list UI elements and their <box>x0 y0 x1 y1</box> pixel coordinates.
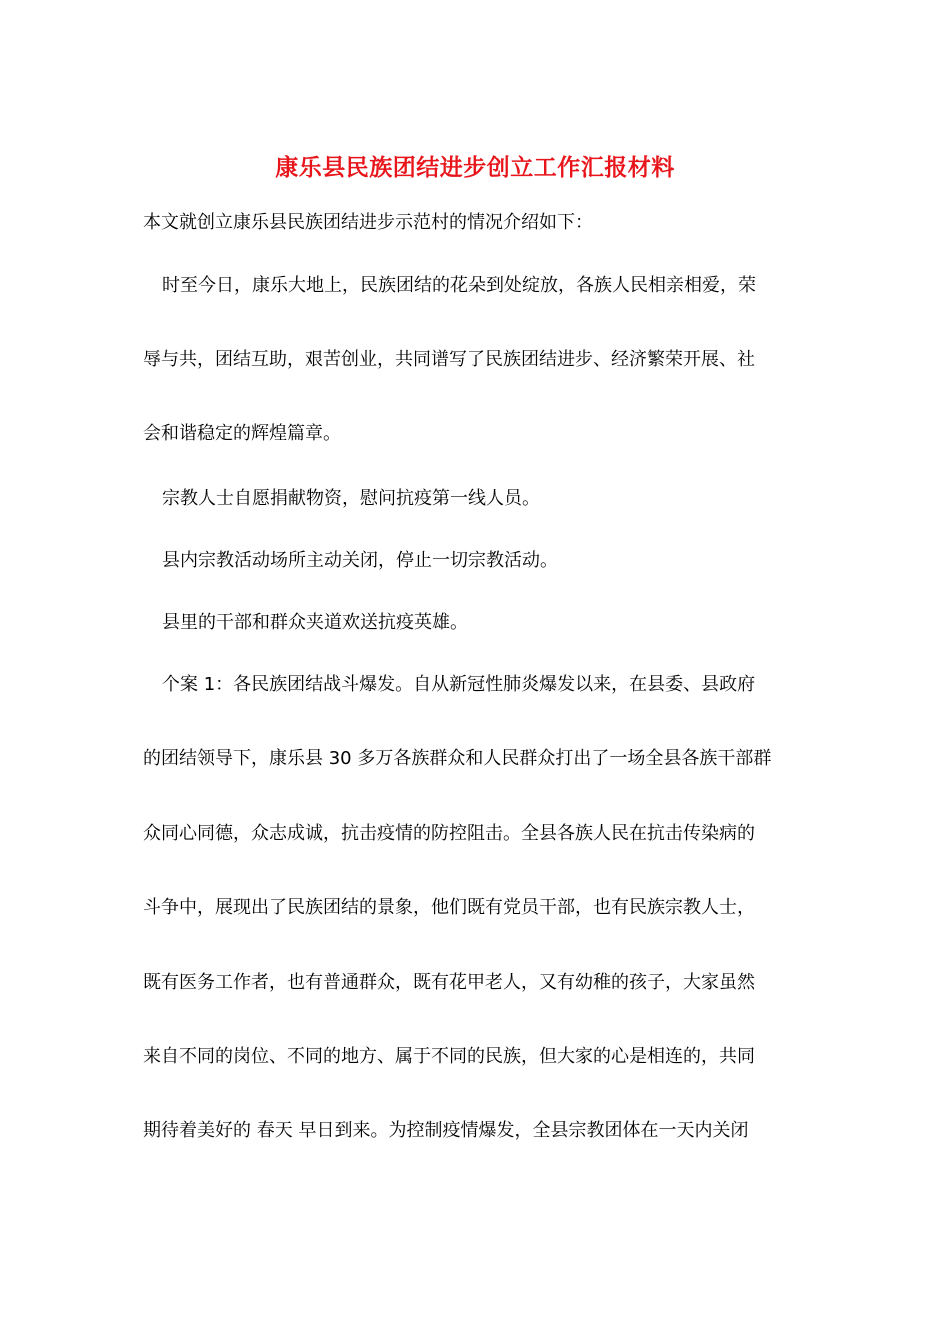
paragraph-line-4: 会和谐稳定的辉煌篇章。 <box>143 423 341 444</box>
paragraph-line-3: 辱与共，团结互助，艰苦创业，共同谱写了民族团结进步、经济繁荣开展、社 <box>143 349 755 370</box>
paragraph-line-7: 县里的干部和群众夹道欢送抗疫英雄。 <box>162 612 468 633</box>
paragraph-line-1: 本文就创立康乐县民族团结进步示范村的情况介绍如下： <box>143 212 593 233</box>
paragraph-line-5: 宗教人士自愿捐献物资，慰问抗疫第一线人员。 <box>162 488 540 509</box>
paragraph-line-8: 个案 1：各民族团结战斗爆发。自从新冠性肺炎爆发以来，在县委、县政府 <box>162 674 756 695</box>
paragraph-line-14: 期待着美好的 春天 早日到来。为控制疫情爆发，全县宗教团体在一天内关闭 <box>143 1120 749 1141</box>
paragraph-line-2: 时至今日，康乐大地上，民族团结的花朵到处绽放，各族人民相亲相爱，荣 <box>162 275 756 296</box>
paragraph-line-12: 既有医务工作者，也有普通群众，既有花甲老人，又有幼稚的孩子，大家虽然 <box>143 972 755 993</box>
document-title: 康乐县民族团结进步创立工作汇报材料 <box>275 154 675 181</box>
paragraph-line-9: 的团结领导下，康乐县 30 多万各族群众和人民群众打出了一场全县各族干部群 <box>143 748 772 769</box>
paragraph-line-6: 县内宗教活动场所主动关闭，停止一切宗教活动。 <box>162 550 558 571</box>
paragraph-line-10: 众同心同德，众志成诚，抗击疫情的防控阻击。全县各族人民在抗击传染病的 <box>143 823 755 844</box>
paragraph-line-13: 来自不同的岗位、不同的地方、属于不同的民族，但大家的心是相连的，共同 <box>143 1046 755 1067</box>
paragraph-line-11: 斗争中，展现出了民族团结的景象，他们既有党员干部，也有民族宗教人士， <box>143 897 755 918</box>
